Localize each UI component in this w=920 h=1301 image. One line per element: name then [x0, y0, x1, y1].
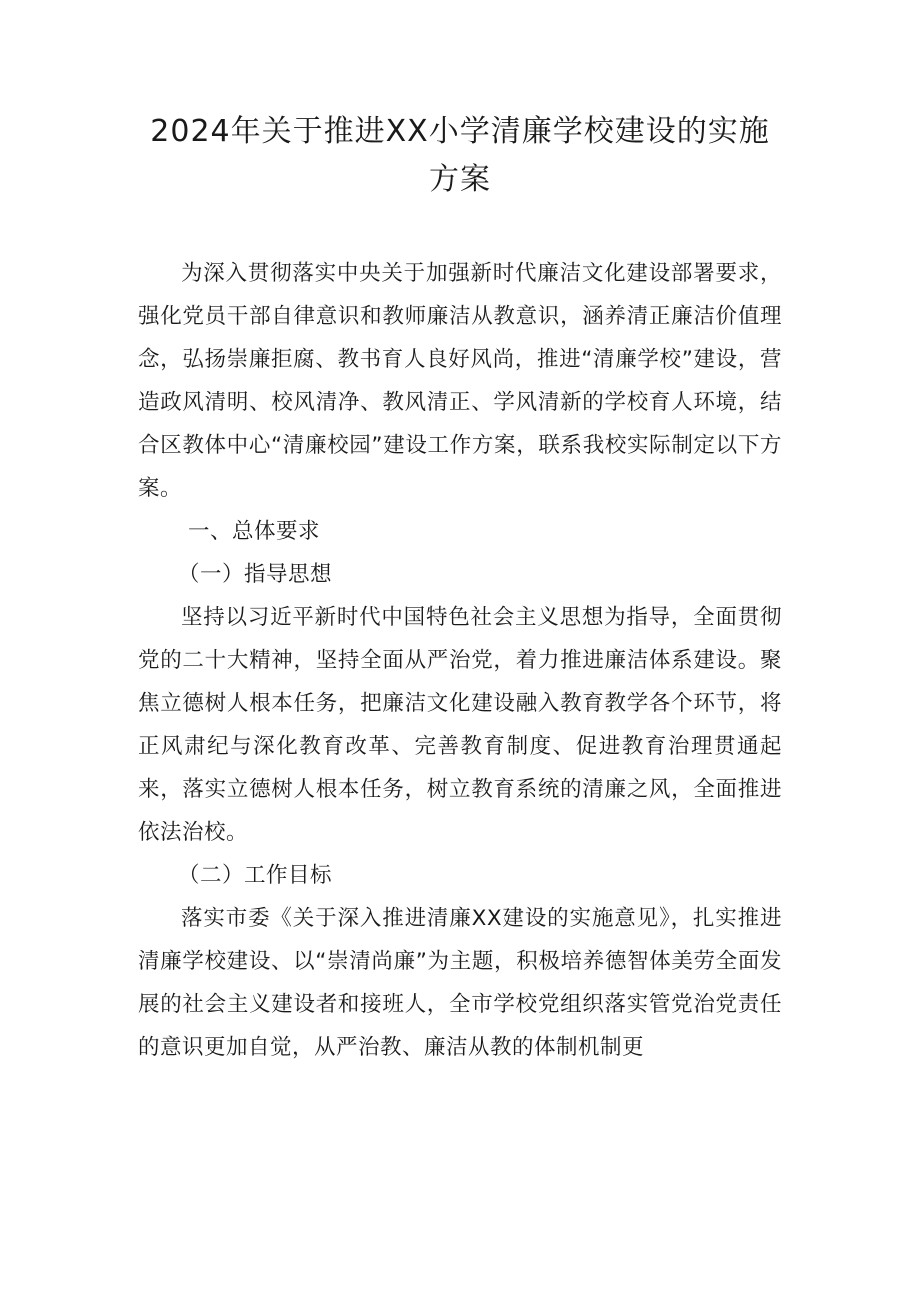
intro-paragraph: 为深入贯彻落实中央关于加强新时代廉洁文化建设部署要求，强化党员干部自律意识和教师廉洁从教意识，涵养清正廉洁价值理念，弘扬崇廉拒腐、教书育人良好风尚，推进“清廉学校”建设，营造政风清明、校风清净、教风清正、学风清新的学校育人环境，结合区教体中心“清廉校园”建设工作方案，联系我校实际制定以下方案。: [138, 261, 782, 501]
work-goals-paragraph: 落实市委《关于深入推进清廉XX建设的实施意见》，扎实推进清廉学校建设、以“崇清尚廉”为主题，积极培养德智体美劳全面发展的社会主义建设者和接班人，全市学校党组织落实管党治党责任的意识更加自觉，从严治教、廉洁从教的体制机制更: [138, 906, 782, 1060]
section-heading-overall-requirements: 一、总体要求: [188, 519, 321, 544]
subsection-heading-work-goals: （二）工作目标: [178, 863, 333, 888]
guiding-ideology-paragraph: 坚持以习近平新时代中国特色社会主义思想为指导，全面贯彻党的二十大精神，坚持全面从严治党，着力推进廉洁体系建设。聚焦立德树人根本任务，把廉洁文化建设融入教育教学各个环节，将正风肃纪与深化教育改革、完善教育制度、促进教育治理贯通起来，落实立德树人根本任务，树立教育系统的清廉之风，全面推进依法治校。: [138, 605, 782, 845]
document-body: [138, 252, 782, 1069]
subsection-heading-guiding-ideology: （一）指导思想: [178, 562, 333, 587]
document-title: 2024年关于推进XX小学清廉学校建设的实施方案: [150, 114, 770, 197]
